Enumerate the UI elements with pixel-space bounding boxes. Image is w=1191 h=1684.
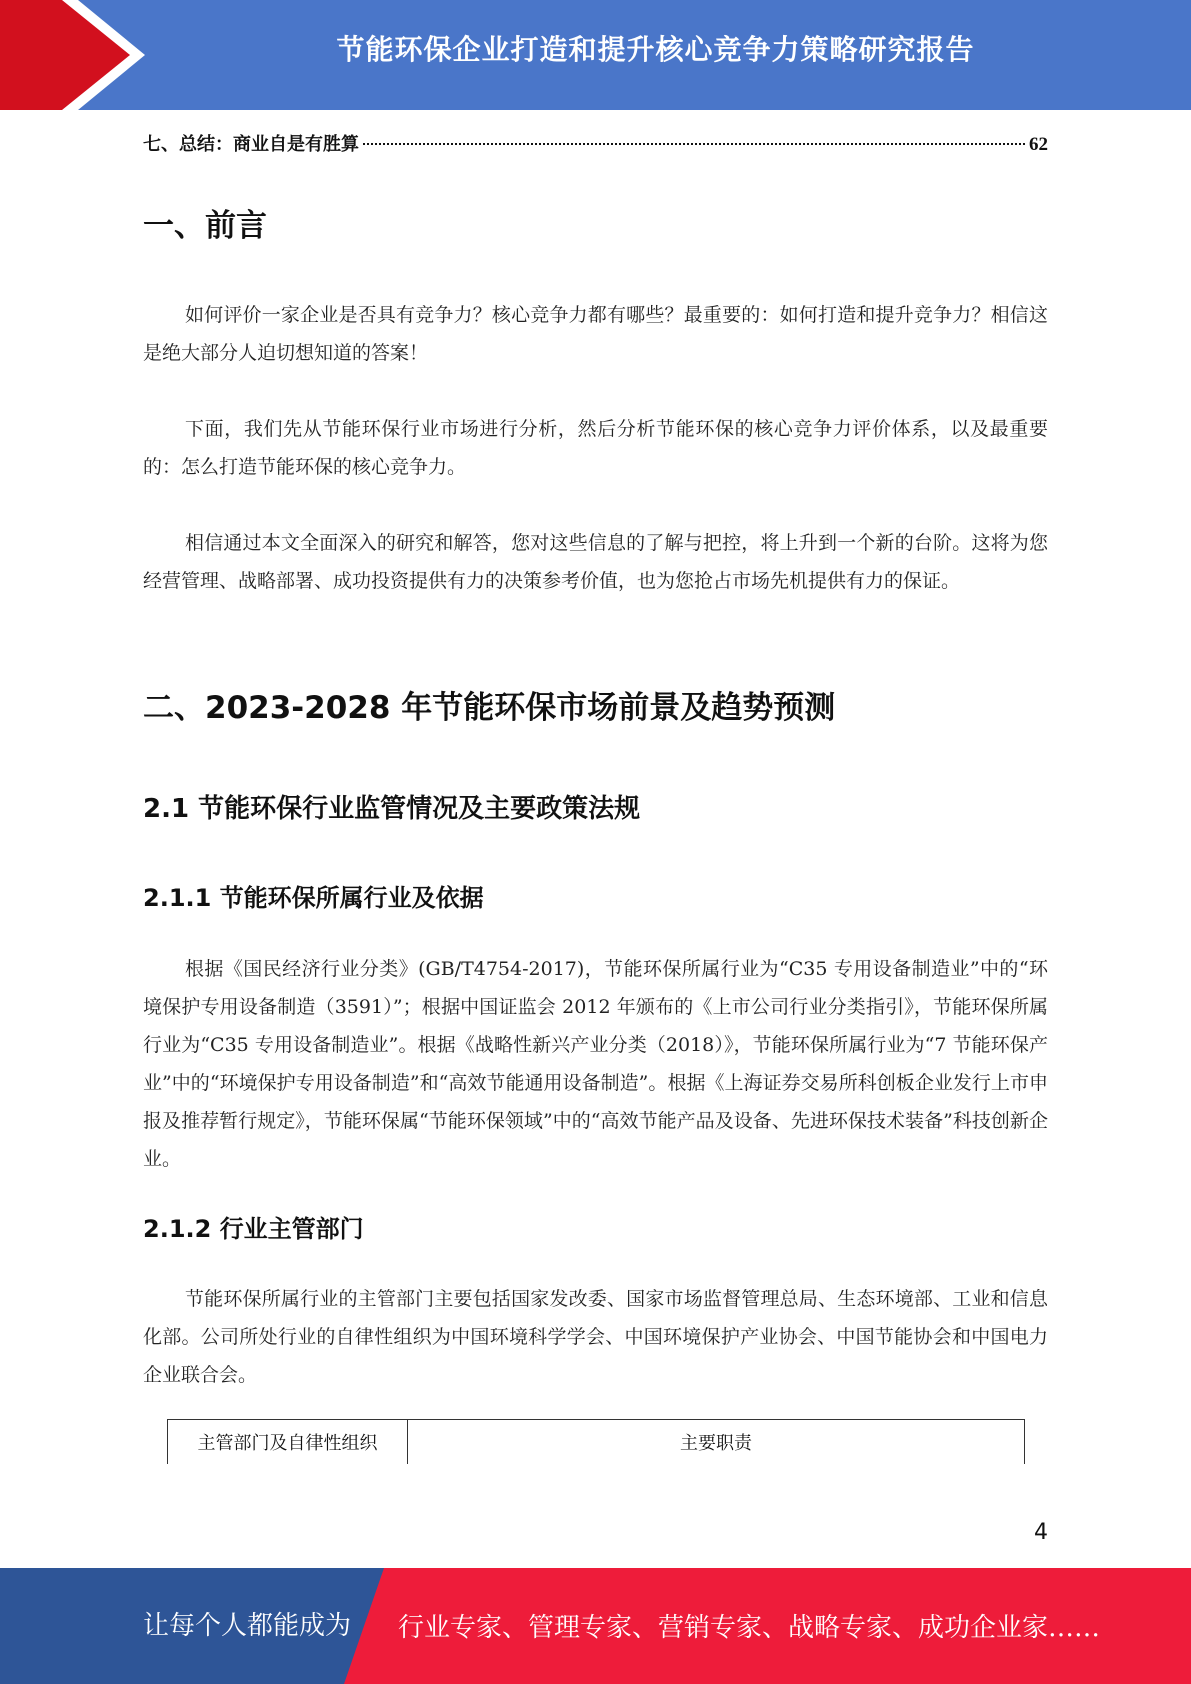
header-banner — [0, 0, 1191, 110]
table-header-row — [168, 1420, 1025, 1464]
toc-leader-dots — [363, 143, 1025, 145]
toc-page-number: 62 — [1029, 134, 1048, 155]
toc-entry[interactable] — [143, 130, 1048, 156]
section-2-1-2-paragraph: 节能环保所属行业的主管部门主要包括国家发改委、国家市场监督管理总局、生态环境部、工业和信息化部。公司所处行业的自律性组织为中国环境科学学会、中国环境保护产业协会、中国节能协会和中国电力企业联合会。 — [143, 1288, 1048, 1386]
regulator-table — [167, 1419, 1025, 1464]
section-2-1-1-heading: 2.1.1 节能环保所属行业及依据 — [143, 884, 484, 912]
section-2-heading: 二、2023-2028 年节能环保市场前景及趋势预测 — [143, 690, 836, 726]
table-header-cell: 主要职责 — [408, 1420, 1025, 1464]
section-1-paragraph-1: 如何评价一家企业是否具有竞争力？核心竞争力都有哪些？最重要的：如何打造和提升竞争力？相信这是绝大部分人迫切想知道的答案！ — [143, 304, 1048, 364]
footer-slogan-left: 让每个人都能成为 — [143, 1611, 352, 1641]
toc-entry-label: 七、总结：商业自是有胜算 — [143, 134, 359, 155]
section-1-paragraph-2: 下面，我们先从节能环保行业市场进行分析，然后分析节能环保的核心竞争力评价体系，以及最重要的：怎么打造节能环保的核心竞争力。 — [143, 418, 1048, 478]
page-number: 4 — [1034, 1520, 1048, 1545]
table-header-cell: 主管部门及自律性组织 — [168, 1420, 408, 1464]
section-1-heading: 一、前言 — [143, 208, 267, 244]
section-2-1-1-paragraph: 根据《国民经济行业分类》(GB/T4754-2017)，节能环保所属行业为“C35 专用设备制造业”中的“环境保护专用设备制造（3591）”；根据中国证监会 2012 年颁布的《上市公司行业分类指引》，节能环保所属行业为“C35 专用设备制造业”。根据《战略性新兴产业分类（2018）》，节能环保所属行业为“7 节能环保产业”中的“环境保护专用设备制造”和“高效节能通用设备制造”。根据《上海证券交易所科创板企业发行上市申报及推荐暂行规定》，节能环保属“节能环保领域”中的“高效节能产品及设备、先进环保技术装备”科技创新企业。 — [143, 958, 1048, 1170]
footer-slogan-right: 行业专家、管理专家、营销专家、战略专家、成功企业家…… — [398, 1613, 1101, 1643]
section-2-1-heading: 2.1 节能环保行业监管情况及主要政策法规 — [143, 794, 641, 824]
footer-banner — [0, 1568, 1191, 1684]
report-title: 节能环保企业打造和提升核心竞争力策略研究报告 — [336, 33, 975, 66]
section-1-paragraph-3: 相信通过本文全面深入的研究和解答，您对这些信息的了解与把控，将上升到一个新的台阶。这将为您经营管理、战略部署、成功投资提供有力的决策参考价值，也为您抢占市场先机提供有力的保证。 — [143, 532, 1048, 592]
section-2-1-2-heading: 2.1.2 行业主管部门 — [143, 1215, 364, 1243]
